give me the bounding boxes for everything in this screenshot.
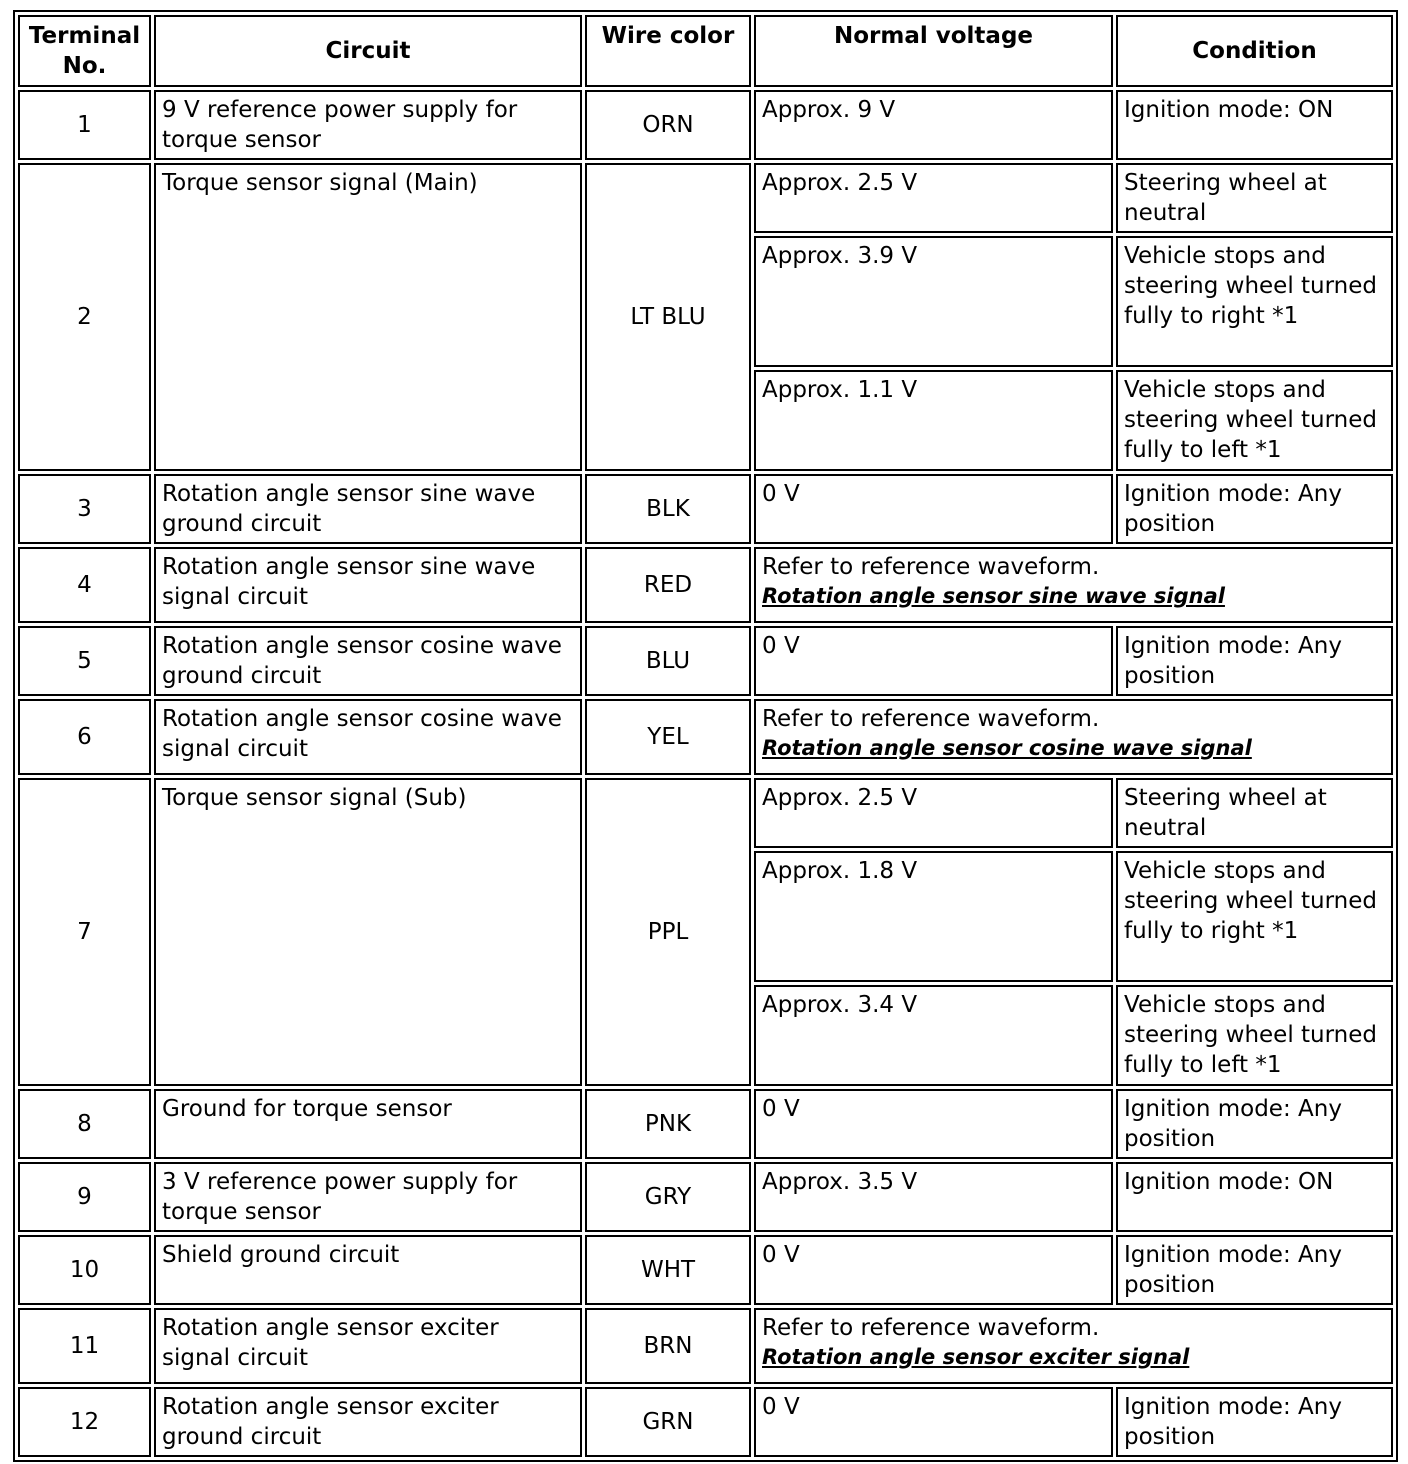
table-row — [18, 1308, 1393, 1384]
reference-text: Refer to reference waveform. — [762, 1315, 1100, 1341]
condition: Ignition mode: Any position — [1116, 626, 1393, 696]
condition: Vehicle stops and steering wheel turned fully to right *1 — [1116, 236, 1393, 367]
header-circuit: Circuit — [154, 15, 582, 87]
normal-voltage: 0 V — [754, 1387, 1113, 1457]
header-condition: Condition — [1116, 15, 1393, 87]
terminal-number: 12 — [18, 1387, 151, 1457]
terminal-number: 11 — [18, 1308, 151, 1384]
terminal-number: 5 — [18, 626, 151, 696]
circuit-name: Rotation angle sensor sine wave signal circuit — [154, 547, 582, 623]
circuit-name: Rotation angle sensor cosine wave signal circuit — [154, 699, 582, 775]
condition: Ignition mode: Any position — [1116, 474, 1393, 544]
table-row — [18, 778, 1393, 848]
condition: Vehicle stops and steering wheel turned fully to right *1 — [1116, 851, 1393, 982]
waveform-link[interactable]: Rotation angle sensor sine wave signal — [762, 584, 1225, 608]
terminal-number: 2 — [18, 163, 151, 471]
wire-color: GRY — [585, 1162, 751, 1232]
table-row — [18, 626, 1393, 696]
normal-voltage: Approx. 3.4 V — [754, 985, 1113, 1086]
wire-color: PPL — [585, 778, 751, 1086]
wire-color: BLU — [585, 626, 751, 696]
reference-waveform-cell — [754, 1308, 1393, 1384]
waveform-link[interactable]: Rotation angle sensor cosine wave signal — [762, 736, 1252, 760]
wire-color: PNK — [585, 1089, 751, 1159]
normal-voltage: Approx. 3.9 V — [754, 236, 1113, 367]
table-row — [18, 1235, 1393, 1305]
circuit-name: Rotation angle sensor sine wave ground circuit — [154, 474, 582, 544]
condition: Steering wheel at neutral — [1116, 163, 1393, 233]
normal-voltage: Approx. 9 V — [754, 90, 1113, 160]
table-row — [18, 90, 1393, 160]
normal-voltage: 0 V — [754, 626, 1113, 696]
waveform-link[interactable]: Rotation angle sensor exciter signal — [762, 1345, 1190, 1369]
normal-voltage: Approx. 1.1 V — [754, 370, 1113, 471]
condition: Ignition mode: Any position — [1116, 1235, 1393, 1305]
table-row — [18, 1089, 1393, 1159]
circuit-name: Torque sensor signal (Main) — [154, 163, 582, 471]
terminal-number: 3 — [18, 474, 151, 544]
condition: Ignition mode: Any position — [1116, 1089, 1393, 1159]
normal-voltage: 0 V — [754, 1235, 1113, 1305]
terminal-table — [13, 10, 1398, 1462]
normal-voltage: 0 V — [754, 474, 1113, 544]
normal-voltage: 0 V — [754, 1089, 1113, 1159]
table-row — [18, 699, 1393, 775]
table-row — [18, 474, 1393, 544]
circuit-name: Rotation angle sensor exciter ground circuit — [154, 1387, 582, 1457]
table-row — [18, 1387, 1393, 1457]
condition: Steering wheel at neutral — [1116, 778, 1393, 848]
circuit-name: Rotation angle sensor exciter signal circuit — [154, 1308, 582, 1384]
table-body — [18, 90, 1393, 1457]
normal-voltage: Approx. 1.8 V — [754, 851, 1113, 982]
wire-color: ORN — [585, 90, 751, 160]
condition: Ignition mode: ON — [1116, 1162, 1393, 1232]
normal-voltage: Approx. 2.5 V — [754, 163, 1113, 233]
condition: Ignition mode: ON — [1116, 90, 1393, 160]
circuit-name: Ground for torque sensor — [154, 1089, 582, 1159]
wire-color: LT BLU — [585, 163, 751, 471]
circuit-name: Torque sensor signal (Sub) — [154, 778, 582, 1086]
circuit-name: 3 V reference power supply for torque sensor — [154, 1162, 582, 1232]
wire-color: BLK — [585, 474, 751, 544]
wire-color: RED — [585, 547, 751, 623]
normal-voltage: Approx. 3.5 V — [754, 1162, 1113, 1232]
normal-voltage: Approx. 2.5 V — [754, 778, 1113, 848]
header-terminal: Terminal No. — [18, 15, 151, 87]
header-normal-voltage: Normal voltage — [754, 15, 1113, 87]
circuit-name: Rotation angle sensor cosine wave ground circuit — [154, 626, 582, 696]
reference-text: Refer to reference waveform. — [762, 554, 1100, 580]
wire-color: WHT — [585, 1235, 751, 1305]
circuit-name: Shield ground circuit — [154, 1235, 582, 1305]
header-wire-color: Wire color — [585, 15, 751, 87]
reference-waveform-cell — [754, 699, 1393, 775]
terminal-number: 6 — [18, 699, 151, 775]
terminal-number: 4 — [18, 547, 151, 623]
terminal-number: 1 — [18, 90, 151, 160]
terminal-number: 8 — [18, 1089, 151, 1159]
reference-text: Refer to reference waveform. — [762, 706, 1100, 732]
header-row — [18, 15, 1393, 87]
condition: Vehicle stops and steering wheel turned fully to left *1 — [1116, 985, 1393, 1086]
table-row — [18, 1162, 1393, 1232]
condition: Ignition mode: Any position — [1116, 1387, 1393, 1457]
wire-color: YEL — [585, 699, 751, 775]
wire-color: BRN — [585, 1308, 751, 1384]
condition: Vehicle stops and steering wheel turned fully to left *1 — [1116, 370, 1393, 471]
wire-color: GRN — [585, 1387, 751, 1457]
table-row — [18, 163, 1393, 233]
circuit-name: 9 V reference power supply for torque sensor — [154, 90, 582, 160]
terminal-number: 10 — [18, 1235, 151, 1305]
table-row — [18, 547, 1393, 623]
terminal-number: 9 — [18, 1162, 151, 1232]
reference-waveform-cell — [754, 547, 1393, 623]
terminal-number: 7 — [18, 778, 151, 1086]
